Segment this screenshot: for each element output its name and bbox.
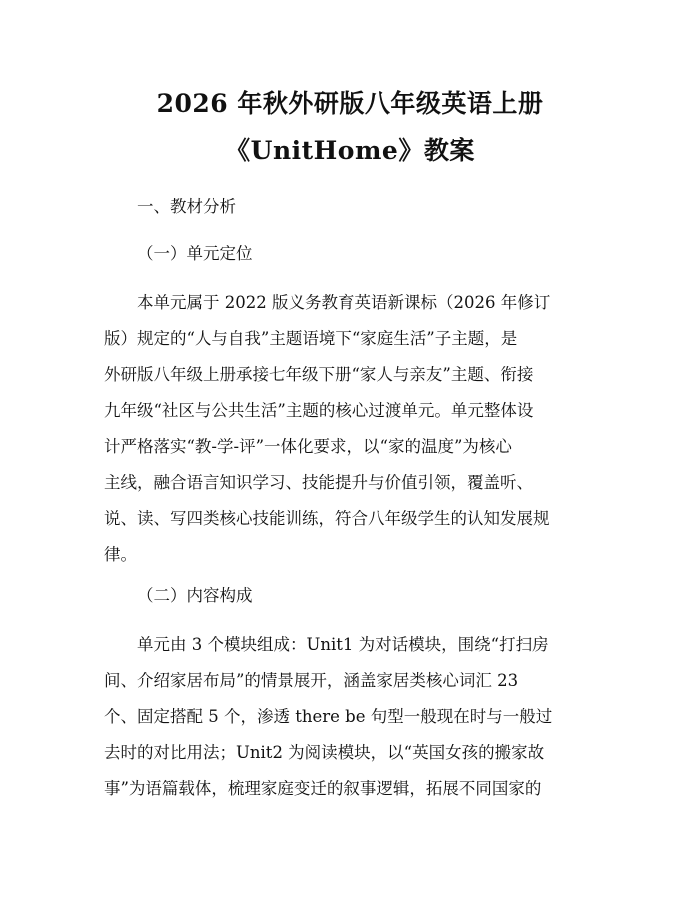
paragraph-2-line: 间、介绍家居布局”的情景展开，涵盖家居类核心词汇 23 <box>104 671 519 690</box>
paragraph-1-line: 九年级“社区与公共生活”主题的核心过渡单元。单元整体设 <box>104 401 534 420</box>
paragraph-2-line: 事”为语篇载体，梳理家庭变迁的叙事逻辑，拓展不同国家的 <box>104 779 542 798</box>
paragraph-1-line: 计严格落实“教-学-评”一体化要求，以“家的温度”为核心 <box>104 437 512 456</box>
subsection-heading-content-structure: （二）内容构成 <box>137 586 253 605</box>
paragraph-2-line: 去时的对比用法；Unit2 为阅读模块，以“英国女孩的搬家故 <box>104 743 545 762</box>
paragraph-2-line: 个、固定搭配 5 个，渗透 there be 句型一般现在时与一般过 <box>104 707 553 726</box>
document-title-line-1: 2026 年秋外研版八年级英语上册 <box>156 89 544 118</box>
section-heading-textbook-analysis: 一、教材分析 <box>137 197 236 216</box>
subsection-heading-unit-positioning: （一）单元定位 <box>137 244 253 263</box>
paragraph-1-line: 律。 <box>104 545 137 564</box>
paragraph-1-line: 版）规定的“人与自我”主题语境下“家庭生活”子主题，是 <box>104 329 518 348</box>
paragraph-1-line: 说、读、写四类核心技能训练，符合八年级学生的认知发展规 <box>104 509 550 528</box>
paragraph-2-line: 单元由 3 个模块组成：Unit1 为对话模块，围绕“打扫房 <box>137 635 549 654</box>
document-title-line-2: 《UnitHome》教案 <box>225 136 475 165</box>
paragraph-1-line: 本单元属于 2022 版义务教育英语新课标（2026 年修订 <box>137 293 551 312</box>
paragraph-1-line: 外研版八年级上册承接七年级下册“家人与亲友”主题、衔接 <box>104 365 534 384</box>
paragraph-1-line: 主线，融合语言知识学习、技能提升与价值引领，覆盖听、 <box>104 473 533 492</box>
